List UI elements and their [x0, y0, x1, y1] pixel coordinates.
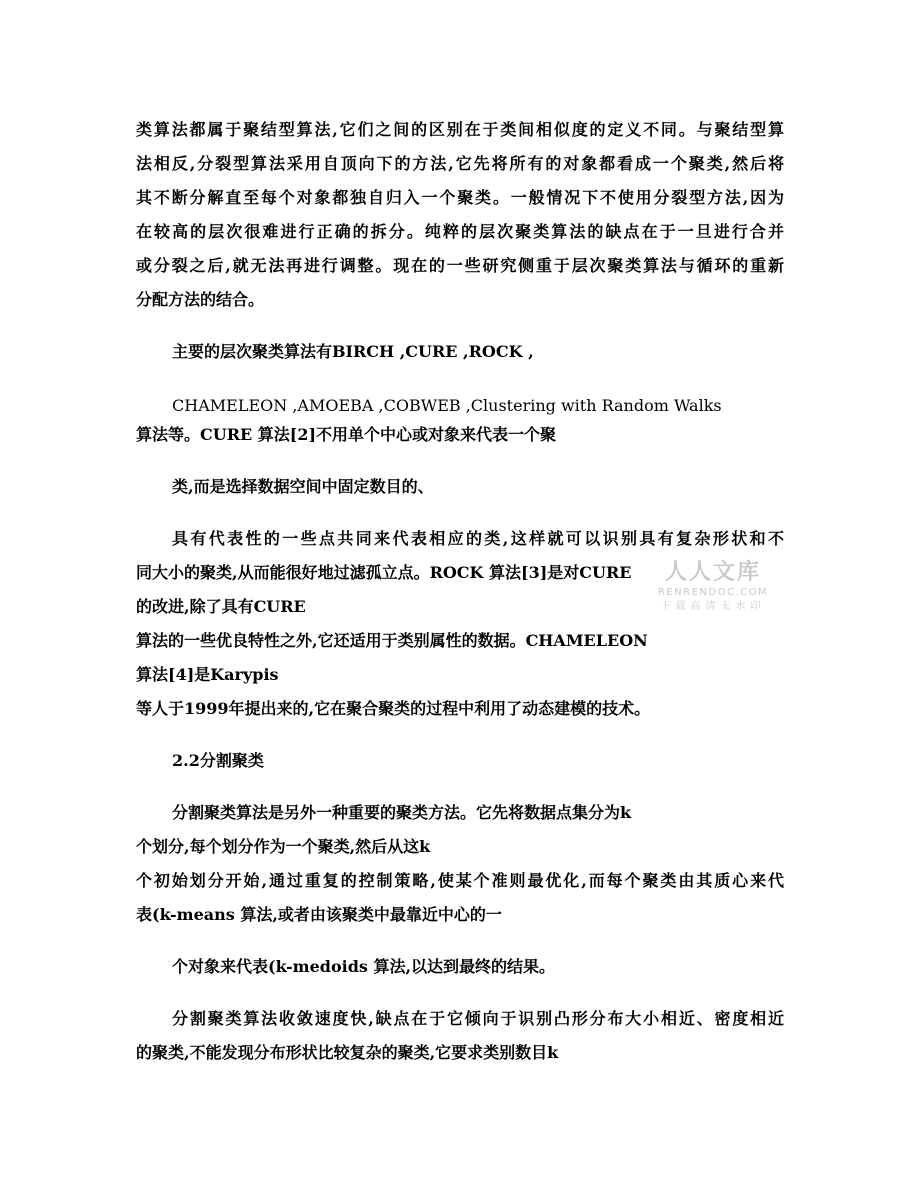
paragraph-line: 类,而是选择数据空间中固定数目的、 [172, 477, 434, 496]
paragraph-line: 个初始划分开始,通过重复的控制策略,使某个准则最优化,而每个聚类由其质心来代 [136, 871, 784, 890]
watermark-slogan: 下载高清无水印 [660, 601, 766, 612]
paragraph-line: 法相反,分裂型算法采用自顶向下的方法,它先将所有的对象都看成一个聚类,然后将 [136, 154, 784, 173]
paragraph-line: 类算法都属于聚结型算法,它们之间的区别在于类间相似度的定义不同。与聚结型算 [136, 120, 784, 139]
paragraph-line: 的改进,除了具有CURE [136, 597, 306, 616]
paragraph-line: 具有代表性的一些点共同来代表相应的类,这样就可以识别具有复杂形状和不 [172, 529, 784, 548]
paragraph-line: 的聚类,不能发现分布形状比较复杂的聚类,它要求类别数目k [136, 1043, 559, 1062]
watermark-domain: RENRENDOC.COM [657, 587, 769, 598]
paragraph-line: 等人于1999年提出来的,它在聚合聚类的过程中利用了动态建模的技术。 [136, 699, 651, 718]
paragraph-line: 算法的一些优良特性之外,它还适用于类别属性的数据。CHAMELEON [136, 631, 648, 650]
paragraph-line: 表(k-means 算法,或者由该聚类中最靠近中心的一 [136, 905, 502, 924]
paragraph-line: 或分裂之后,就无法再进行调整。现在的一些研究侧重于层次聚类算法与循环的重新 [136, 256, 784, 275]
paragraph-line: 主要的层次聚类算法有BIRCH ,CURE ,ROCK , [172, 342, 534, 361]
paragraph-line: 分割聚类算法收敛速度快,缺点在于它倾向于识别凸形分布大小相近、密度相近 [172, 1009, 784, 1028]
paragraph-line: 分割聚类算法是另外一种重要的聚类方法。它先将数据点集分为k [172, 803, 632, 822]
paragraph-line: 在较高的层次很难进行正确的拆分。纯粹的层次聚类算法的缺点在于一旦进行合并 [136, 222, 784, 241]
paragraph-line: 算法[4]是Karypis [136, 665, 279, 684]
paragraph-line: 分配方法的结合。 [136, 290, 265, 309]
paragraph-line: 同大小的聚类,从而能很好地过滤孤立点。ROCK 算法[3]是对CURE [136, 563, 632, 582]
watermark-logo [648, 560, 778, 630]
watermark-title: 人人文库 [664, 560, 761, 585]
paragraph-line: CHAMELEON ,AMOEBA ,COBWEB ,Clustering with Random Walks [172, 396, 722, 415]
paragraph-line: 其不断分解直至每个对象都独自归入一个聚类。一般情况下不使用分裂型方法,因为 [136, 188, 784, 207]
paragraph-line: 个对象来代表(k-medoids 算法,以达到最终的结果。 [172, 957, 556, 976]
paragraph-line: 算法等。CURE 算法[2]不用单个中心或对象来代表一个聚 [136, 425, 557, 444]
paragraph-line: 个划分,每个划分作为一个聚类,然后从这k [136, 837, 431, 856]
section-heading: 2.2分割聚类 [172, 751, 264, 770]
